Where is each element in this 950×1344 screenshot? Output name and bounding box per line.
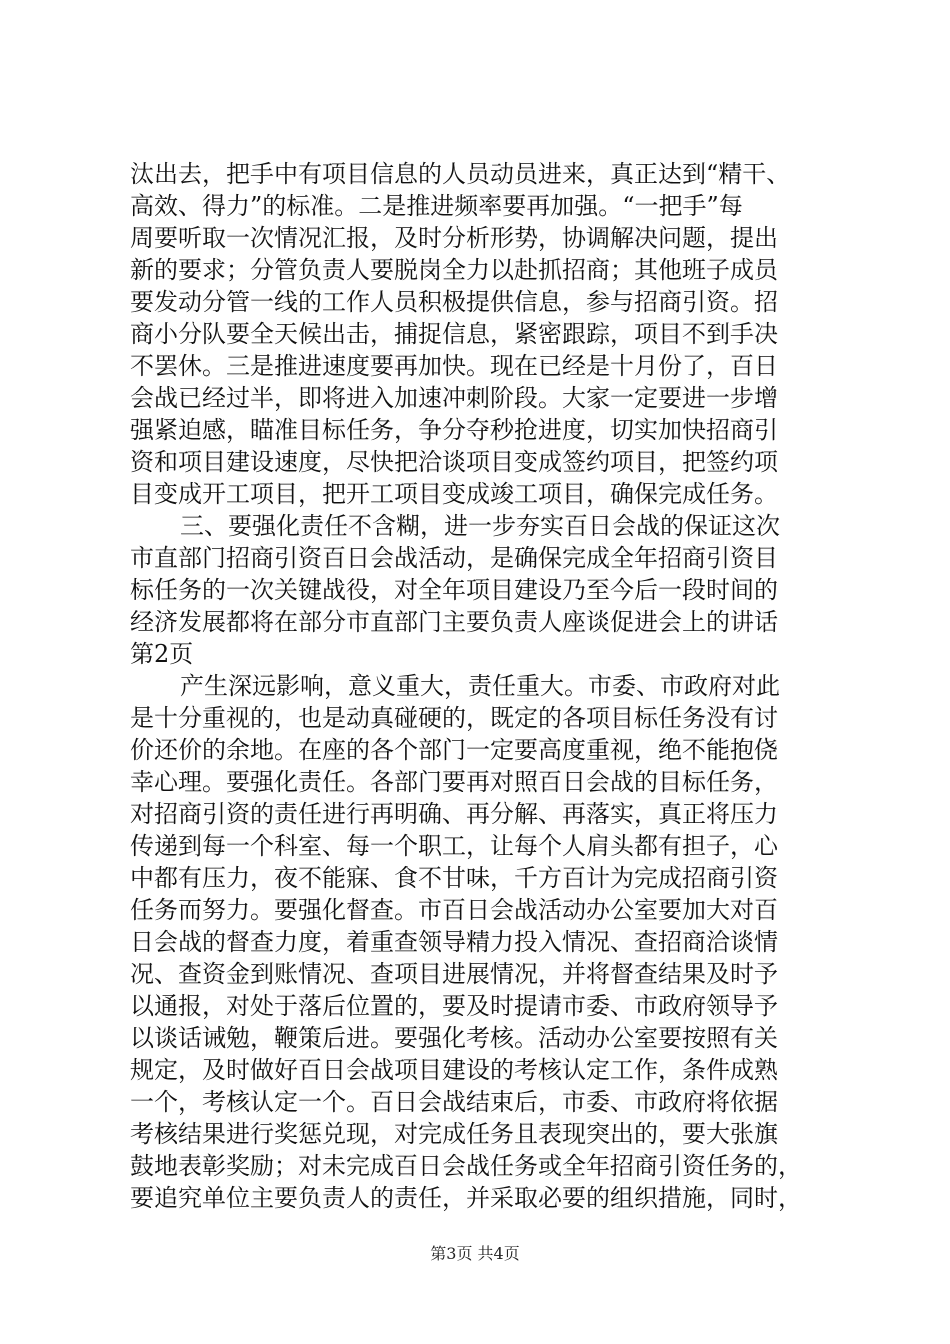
- text-line: 汰出去，把手中有项目信息的人员动员进来，真正达到“精干、: [130, 160, 791, 188]
- inline-page-marker: 第2页: [130, 640, 194, 668]
- text-line: 资和项目建设速度，尽快把洽谈项目变成签约项目，把签约项: [130, 448, 778, 476]
- text-line: 要发动分管一线的工作人员积极提供信息，参与招商引资。招: [130, 288, 778, 316]
- text-line: 市直部门招商引资百日会战活动，是确保完成全年招商引资目: [130, 544, 778, 572]
- text-line: 周要听取一次情况汇报，及时分析形势，协调解决问题，提出: [130, 224, 778, 252]
- paragraph-start-line: 产生深远影响，意义重大，责任重大。市委、市政府对此: [180, 672, 780, 700]
- text-line: 经济发展都将在部分市直部门主要负责人座谈促进会上的讲话: [130, 608, 778, 636]
- section-heading-line: 三、要强化责任不含糊，进一步夯实百日会战的保证这次: [180, 512, 780, 540]
- text-line: 标任务的一次关键战役，对全年项目建设乃至今后一段时间的: [130, 576, 778, 604]
- text-line: 新的要求；分管负责人要脱岗全力以赴抓招商；其他班子成员: [130, 256, 778, 284]
- text-line: 商小分队要全天候出击，捕捉信息，紧密跟踪，项目不到手决: [130, 320, 778, 348]
- text-line: 高效、得力”的标准。二是推进频率要再加强。“一把手”每: [130, 192, 743, 220]
- text-line: 任务而努力。要强化督查。市百日会战活动办公室要加大对百: [130, 896, 778, 924]
- text-line: 以通报，对处于落后位置的，要及时提请市委、市政府领导予: [130, 992, 778, 1020]
- text-line: 要追究单位主要负责人的责任，并采取必要的组织措施，同时，: [130, 1184, 802, 1212]
- text-line: 不罢休。三是推进速度要再加快。现在已经是十月份了，百日: [130, 352, 778, 380]
- text-line: 对招商引资的责任进行再明确、再分解、再落实，真正将压力: [130, 800, 778, 828]
- text-line: 况、查资金到账情况、查项目进展情况，并将督查结果及时予: [130, 960, 778, 988]
- text-line: 强紧迫感，瞄准目标任务，争分夺秒抢进度，切实加快招商引: [130, 416, 778, 444]
- text-line: 一个，考核认定一个。百日会战结束后，市委、市政府将依据: [130, 1088, 778, 1116]
- text-line: 规定，及时做好百日会战项目建设的考核认定工作，条件成熟: [130, 1056, 778, 1084]
- text-line: 目变成开工项目，把开工项目变成竣工项目，确保完成任务。: [130, 480, 778, 508]
- text-line: 日会战的督查力度，着重查领导精力投入情况、查招商洽谈情: [130, 928, 778, 956]
- text-line: 鼓地表彰奖励；对未完成百日会战任务或全年招商引资任务的，: [130, 1152, 802, 1180]
- text-line: 考核结果进行奖惩兑现，对完成任务且表现突出的，要大张旗: [130, 1120, 778, 1148]
- text-line: 幸心理。要强化责任。各部门要再对照百日会战的目标任务，: [130, 768, 778, 796]
- text-line: 中都有压力，夜不能寐、食不甘味，千方百计为完成招商引资: [130, 864, 778, 892]
- text-line: 会战已经过半，即将进入加速冲刺阶段。大家一定要进一步增: [130, 384, 778, 412]
- body-text: [130, 158, 832, 1214]
- text-line: 价还价的余地。在座的各个部门一定要高度重视，绝不能抱侥: [130, 736, 778, 764]
- page-number-footer: 第3页 共4页: [430, 1244, 520, 1263]
- text-line: 以谈话诫勉，鞭策后进。要强化考核。活动办公室要按照有关: [130, 1024, 778, 1052]
- text-line: 传递到每一个科室、每一个职工，让每个人肩头都有担子，心: [130, 832, 778, 860]
- text-line: 是十分重视的，也是动真碰硬的，既定的各项目标任务没有讨: [130, 704, 778, 732]
